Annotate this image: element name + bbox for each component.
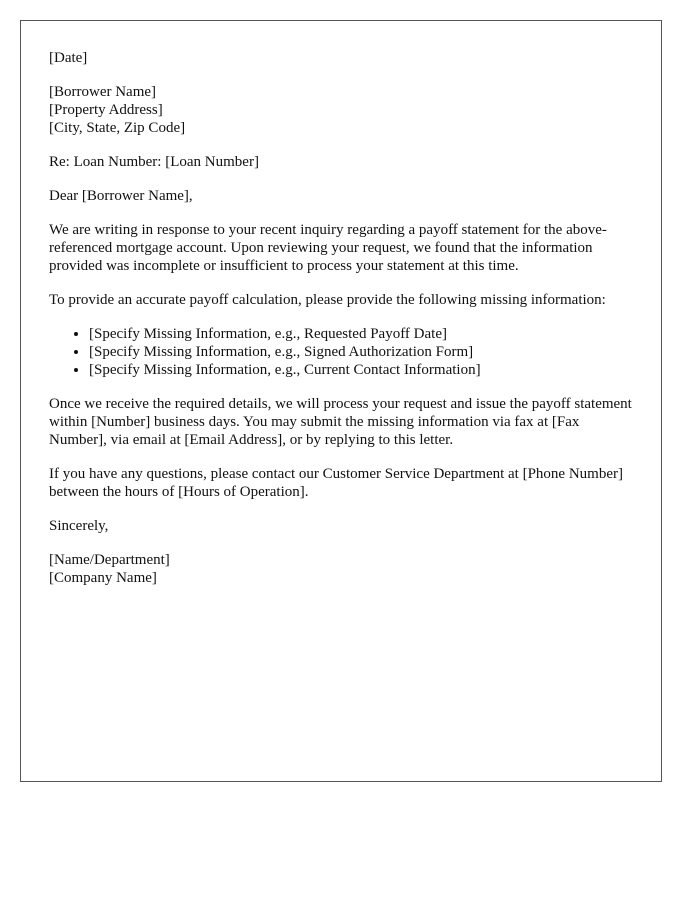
signature-company: [Company Name] bbox=[49, 570, 157, 586]
closing: Sincerely, bbox=[49, 518, 109, 534]
signature-name: [Name/Department] bbox=[49, 552, 170, 568]
salutation: Dear [Borrower Name], bbox=[49, 188, 193, 204]
borrower-name: [Borrower Name] bbox=[49, 84, 157, 100]
signature bbox=[49, 551, 633, 587]
missing-info-list bbox=[49, 325, 633, 379]
paragraph-contact: If you have any questions, please contact our Customer Service Department at [Phone Number] between the hours of [Hours of Operation]. bbox=[49, 466, 623, 500]
list-item: • [Specify Missing Information, e.g., Current Contact Information] bbox=[89, 361, 633, 379]
paragraph-request: To provide an accurate payoff calculation, please provide the following missing information: bbox=[49, 292, 606, 308]
paragraph-processing: Once we receive the required details, we will process your request and issue the payoff statement within [Number] business days. You may submit the missing information via fax at [Fax Number], via email at [Email Address], or by replying to this letter. bbox=[49, 396, 632, 448]
list-item: • [Specify Missing Information, e.g., Signed Authorization Form] bbox=[89, 343, 633, 361]
city-state-zip: [City, State, Zip Code] bbox=[49, 120, 186, 136]
recipient-address bbox=[49, 83, 633, 137]
letter bbox=[20, 20, 662, 782]
paragraph-inquiry: We are writing in response to your recent inquiry regarding a payoff statement for the above-referenced mortgage account. Upon reviewing your request, we found that the information provided was incomplete or insufficient to process your statement at this time. bbox=[49, 222, 607, 274]
list-item: • [Specify Missing Information, e.g., Requested Payoff Date] bbox=[89, 325, 633, 343]
property-address: [Property Address] bbox=[49, 102, 163, 118]
date: [Date] bbox=[49, 50, 88, 66]
re-line: Re: Loan Number: [Loan Number] bbox=[49, 154, 259, 170]
